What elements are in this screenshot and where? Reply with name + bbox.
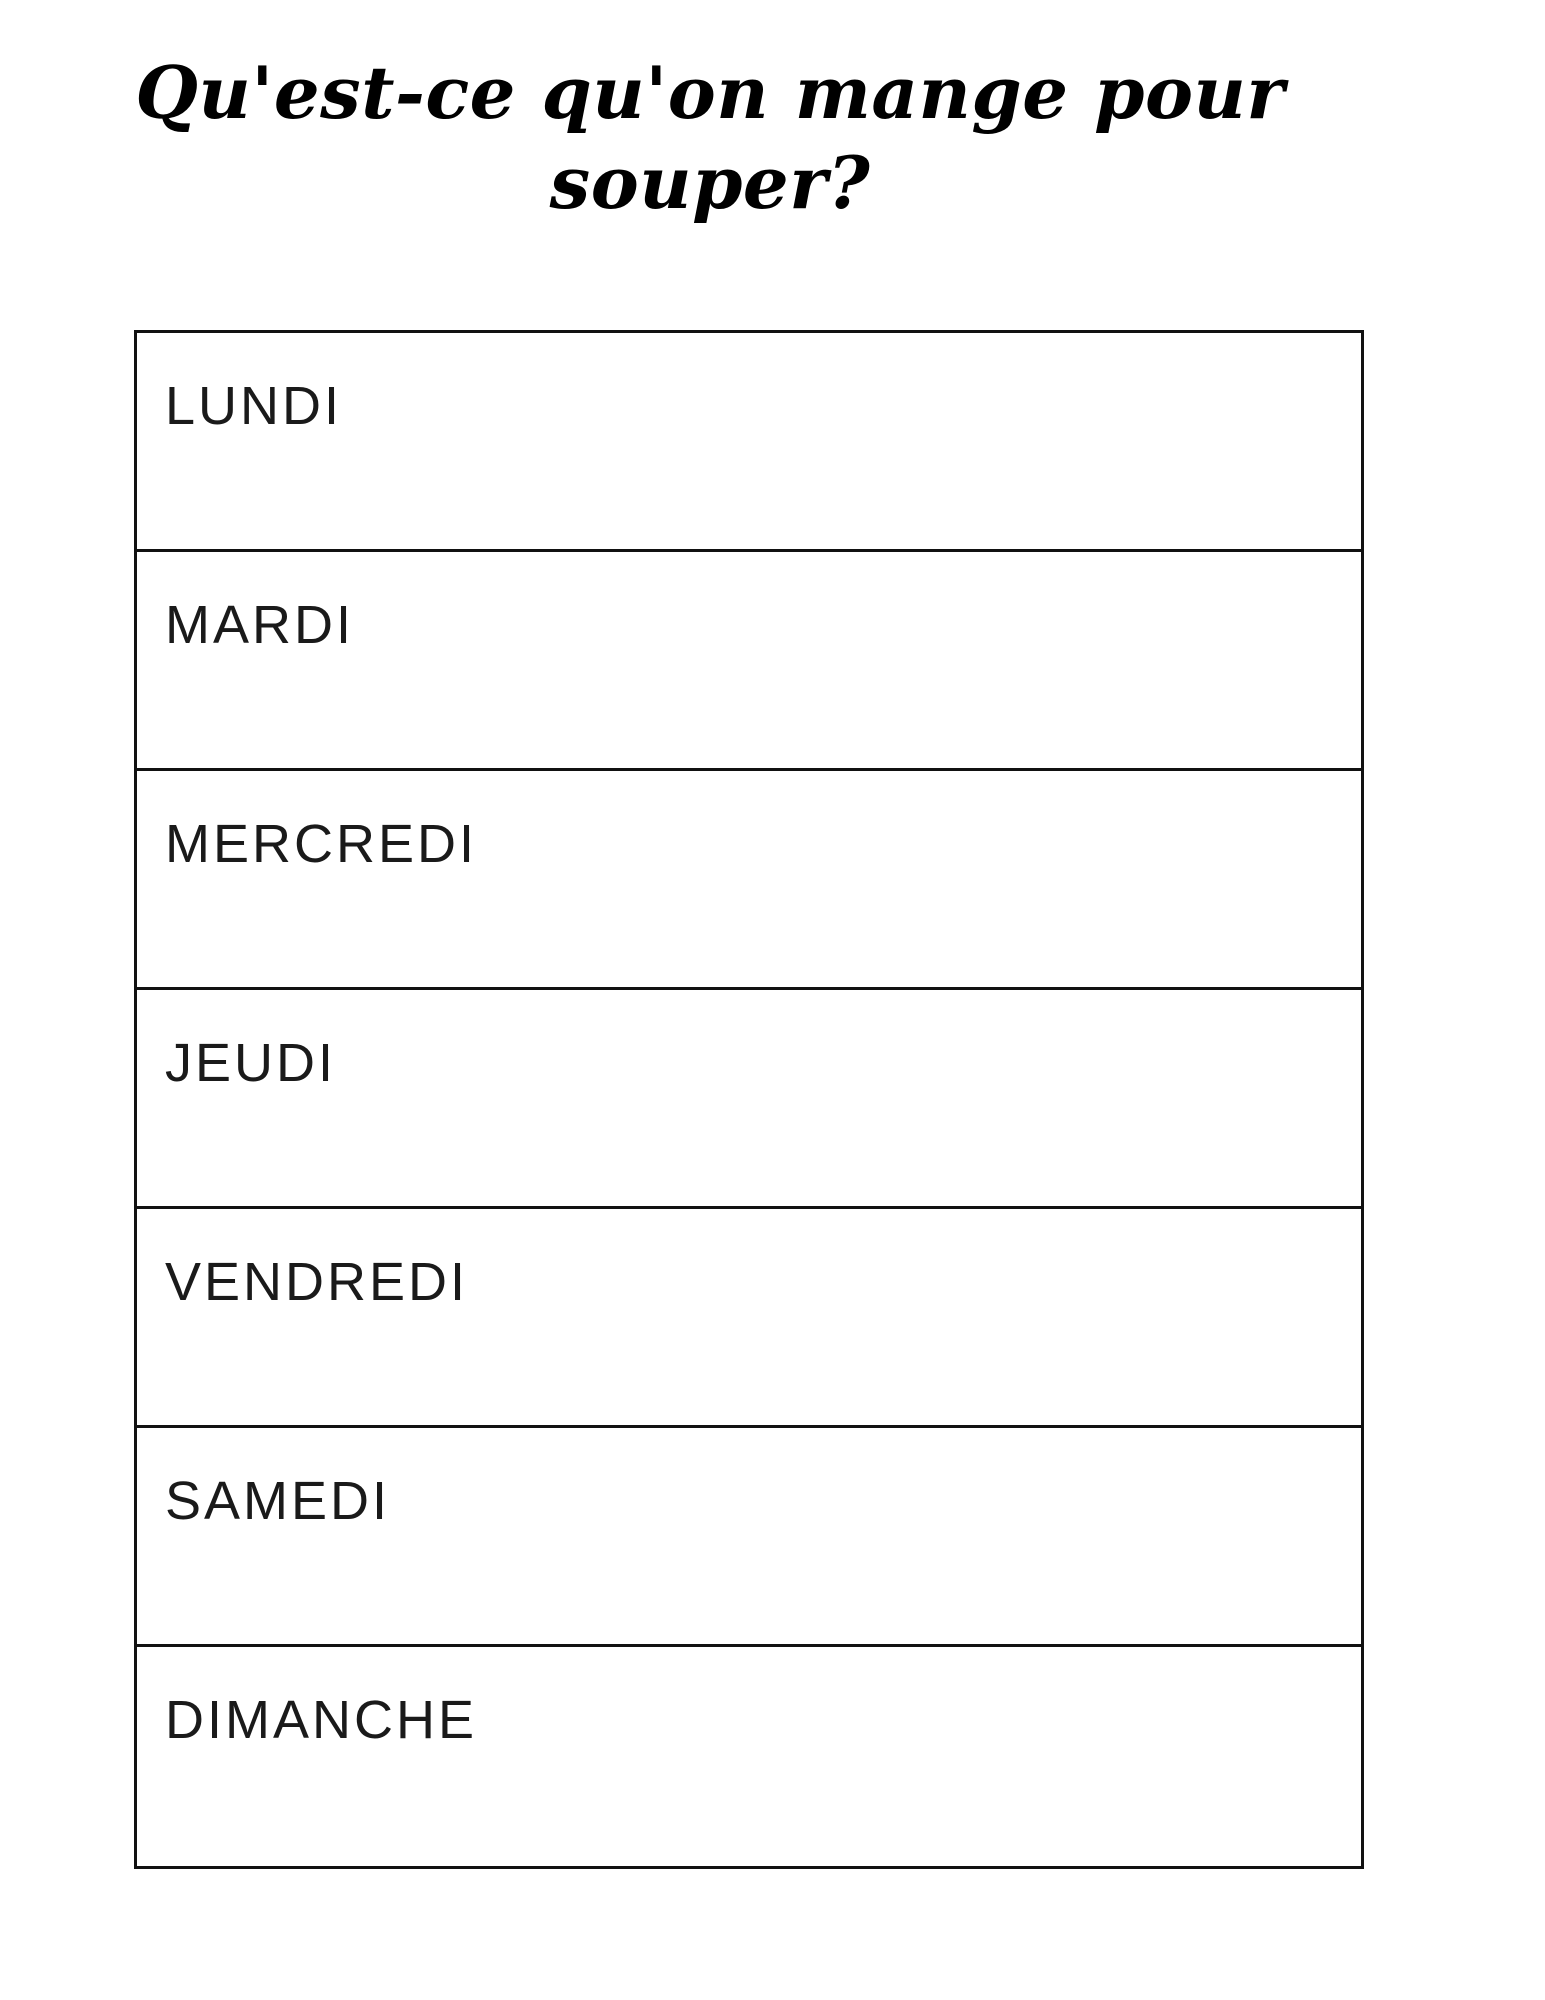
day-label-mardi: MARDI [165,595,354,655]
page-title: Qu'est-ce qu'on mange pour souper? [135,50,1285,225]
table-row [137,990,1361,1209]
meal-entry-mercredi[interactable] [165,881,1341,977]
table-row [137,1428,1361,1647]
day-label-samedi: SAMEDI [165,1471,391,1531]
table-row [137,1209,1361,1428]
table-row [137,771,1361,990]
day-label-vendredi: VENDREDI [165,1252,469,1312]
meal-entry-samedi[interactable] [165,1538,1341,1634]
meal-entry-mardi[interactable] [165,662,1341,758]
day-label-dimanche: DIMANCHE [165,1690,478,1750]
weekly-meal-table [134,330,1364,1869]
day-label-mercredi: MERCREDI [165,814,478,874]
day-label-jeudi: JEUDI [165,1033,337,1093]
meal-entry-dimanche[interactable] [165,1757,1341,1856]
meal-entry-lundi[interactable] [165,443,1341,539]
meal-entry-vendredi[interactable] [165,1319,1341,1415]
table-row [137,552,1361,771]
table-row [137,333,1361,552]
day-label-lundi: LUNDI [165,376,343,436]
meal-entry-jeudi[interactable] [165,1100,1341,1196]
table-row [137,1647,1361,1866]
